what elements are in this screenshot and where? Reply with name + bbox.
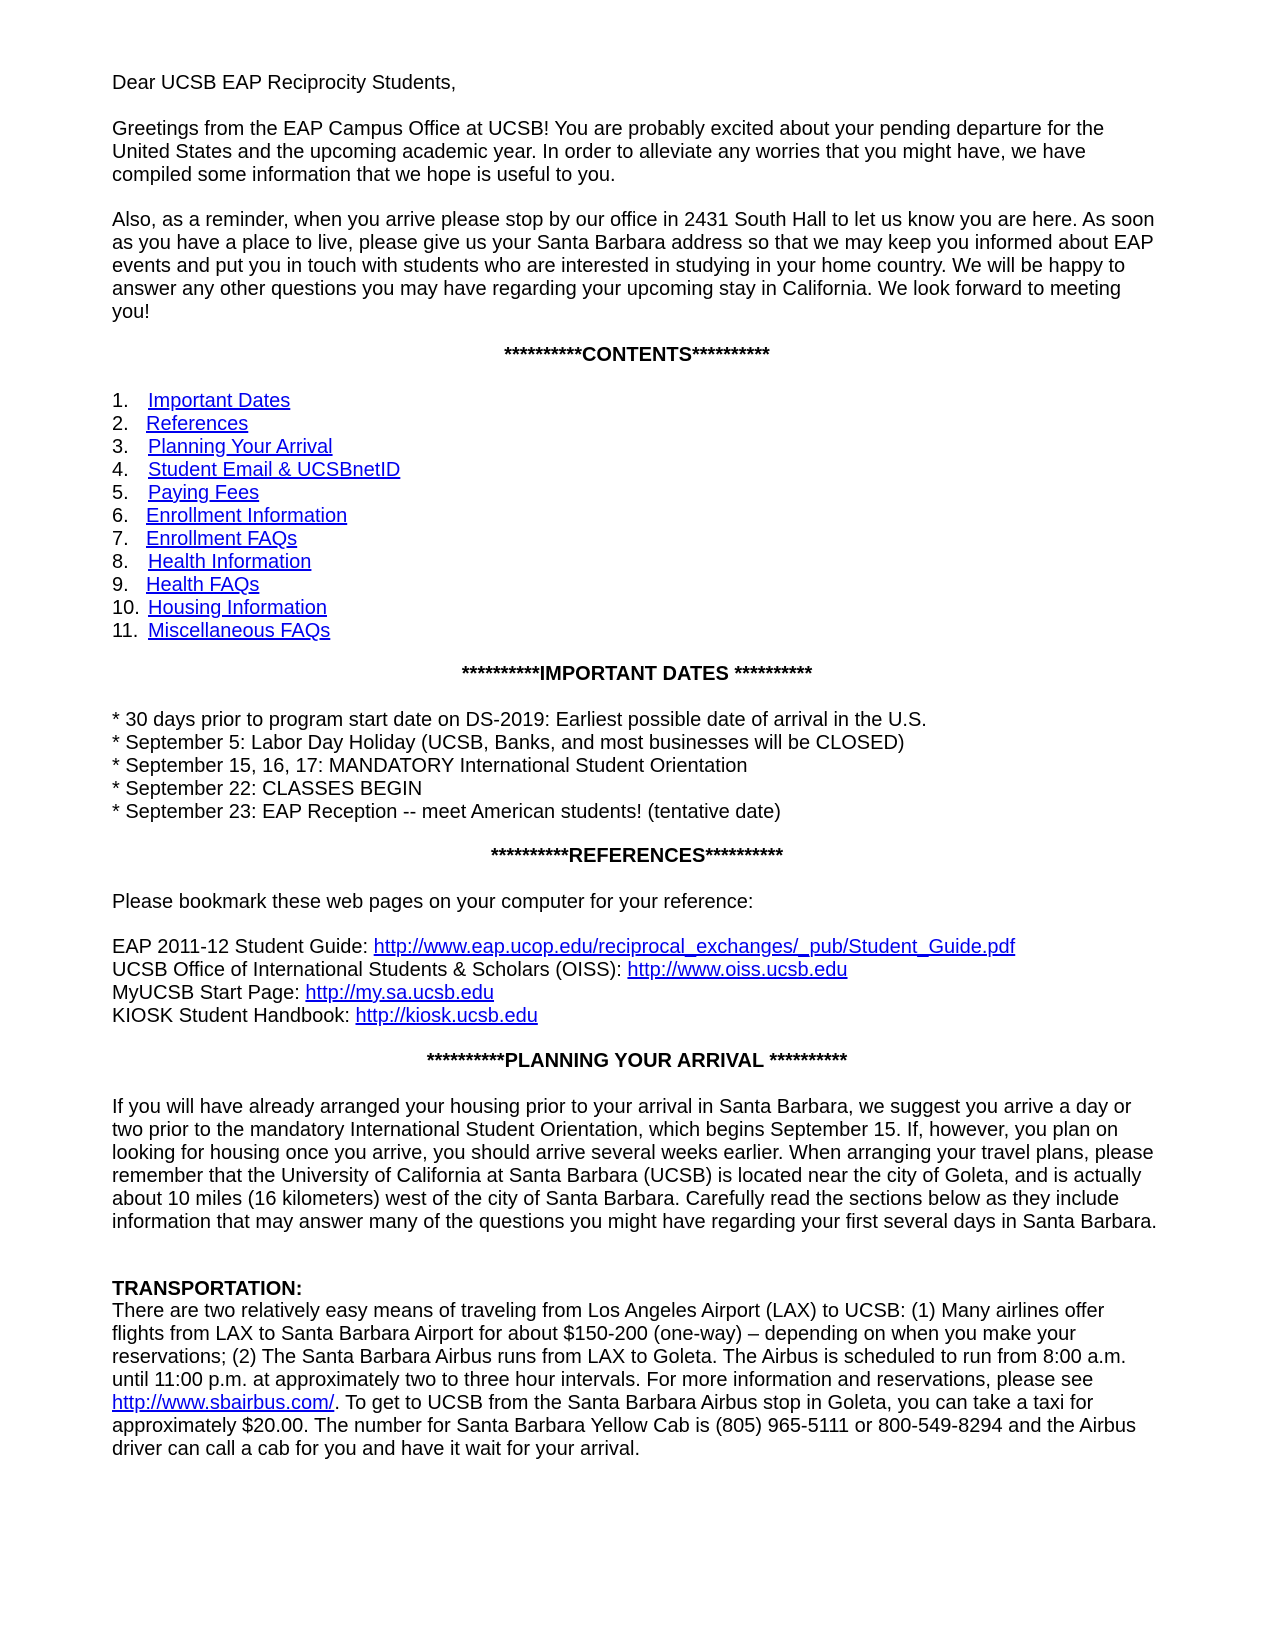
references-intro: Please bookmark these web pages on your computer for your reference: — [112, 891, 754, 913]
toc-number: 9. — [112, 574, 129, 596]
student-guide-link[interactable]: http://www.eap.ucop.edu/reciprocal_exchanges/_pub/Student_Guide.pdf — [373, 936, 1016, 958]
toc-number: 5. — [112, 482, 129, 504]
reference-item — [112, 959, 1162, 982]
planning-heading: **********PLANNING YOUR ARRIVAL ********** — [426, 1050, 848, 1072]
toc-link-important-dates[interactable]: Important Dates — [148, 390, 291, 412]
date-item: * 30 days prior to program start date on DS-2019: Earliest possible date of arrival in the U.S. — [112, 709, 927, 731]
reference-label: MyUCSB Start Page: — [112, 982, 306, 1004]
important-dates-heading: **********IMPORTANT DATES ********** — [461, 663, 813, 685]
toc-number: 4. — [112, 459, 129, 481]
reminder-paragraph: Also, as a reminder, when you arrive please stop by our office in 2431 South Hall to let us know you are here. As soon as you have a place to live, please give us your Santa Barbara address so that we may keep you informed about EAP events and put you in touch with students who are interested in studying in your home country. We will be happy to answer any other questions you may have regarding your upcoming stay in California. We look forward to meeting you! — [112, 209, 1155, 323]
toc-item — [112, 574, 1162, 597]
references-list — [112, 936, 1162, 1028]
toc-link-miscellaneous-faqs[interactable]: Miscellaneous FAQs — [148, 620, 331, 642]
contents-heading: **********CONTENTS********** — [504, 344, 770, 366]
toc-item — [112, 459, 1162, 482]
toc-item — [112, 620, 1162, 643]
toc-number: 1. — [112, 390, 129, 412]
toc-item — [112, 597, 1162, 620]
toc-item — [112, 528, 1162, 551]
transportation-text-continued: . To get to UCSB from the Santa Barbara Airbus stop in Goleta, you can take a taxi for approximately $20.00. The number for Santa Barbara Yellow Cab is (805) 965-5111 or 800-549-8294 and the Airbus driver can call a cab for you and have it wait for your arrival. — [112, 1392, 1136, 1460]
toc-number: 2. — [112, 413, 129, 435]
transportation-text: There are two relatively easy means of traveling from Los Angeles Airport (LAX) to UCSB: (1) Many airlines offer flights from LAX to Santa Barbara Airport for about $150-200 (one-way) – depending on when you make your reservations; (2) The Santa Barbara Airbus runs from LAX to Goleta. The Airbus is scheduled to run from 8:00 a.m. until 11:00 p.m. at approximately two to three hour intervals. For more information and reservations, please see — [112, 1300, 1127, 1391]
toc-link-references[interactable]: References — [146, 413, 249, 435]
toc-item — [112, 505, 1162, 528]
reference-item — [112, 1005, 1162, 1028]
planning-paragraph: If you will have already arranged your housing prior to your arrival in Santa Barbara, we suggest you arrive a day or two prior to the mandatory International Student Orientation, which begins September 15. If, however, you plan on looking for housing once you arrive, you should arrive several weeks earlier. When arranging your travel plans, please remember that the University of California at Santa Barbara (UCSB) is located near the city of Goleta, and is actually about 10 miles (16 kilometers) west of the city of Santa Barbara. Carefully read the sections below as they include information that may answer many of the questions you might have regarding your first several days in Santa Barbara. — [112, 1096, 1157, 1233]
reference-item — [112, 982, 1162, 1005]
toc-number: 11. — [112, 620, 139, 642]
toc-item — [112, 482, 1162, 505]
date-item: * September 5: Labor Day Holiday (UCSB, Banks, and most businesses will be CLOSED) — [112, 732, 905, 754]
toc-item — [112, 390, 1162, 413]
kiosk-link[interactable]: http://kiosk.ucsb.edu — [355, 1005, 538, 1027]
reference-label: KIOSK Student Handbook: — [112, 1005, 356, 1027]
toc-link-health-information[interactable]: Health Information — [148, 551, 312, 573]
reference-label: UCSB Office of International Students & Scholars (OISS): — [112, 959, 628, 981]
toc-number: 10. — [112, 597, 140, 619]
date-item: * September 22: CLASSES BEGIN — [112, 778, 423, 800]
reference-item — [112, 936, 1162, 959]
date-item: * September 23: EAP Reception -- meet American students! (tentative date) — [112, 801, 781, 823]
transportation-heading: TRANSPORTATION: — [112, 1278, 303, 1300]
toc-link-student-email[interactable]: Student Email & UCSBnetID — [148, 459, 401, 481]
reference-label: EAP 2011-12 Student Guide: — [112, 936, 374, 958]
toc-link-enrollment-faqs[interactable]: Enrollment FAQs — [146, 528, 298, 550]
myucsb-link[interactable]: http://my.sa.ucsb.edu — [305, 982, 495, 1004]
date-item: * September 15, 16, 17: MANDATORY International Student Orientation — [112, 755, 748, 777]
references-heading: **********REFERENCES********** — [490, 845, 784, 867]
toc-item — [112, 436, 1162, 459]
contents-list — [112, 390, 1162, 643]
toc-item — [112, 413, 1162, 436]
sbairbus-link[interactable]: http://www.sbairbus.com/ — [112, 1392, 335, 1414]
toc-link-paying-fees[interactable]: Paying Fees — [148, 482, 260, 504]
toc-link-planning-your-arrival[interactable]: Planning Your Arrival — [148, 436, 333, 458]
toc-number: 6. — [112, 505, 129, 527]
toc-number: 3. — [112, 436, 129, 458]
greeting: Dear UCSB EAP Reciprocity Students, — [112, 72, 457, 94]
toc-number: 7. — [112, 528, 129, 550]
oiss-link[interactable]: http://www.oiss.ucsb.edu — [627, 959, 848, 981]
toc-item — [112, 551, 1162, 574]
toc-link-housing-information[interactable]: Housing Information — [148, 597, 327, 619]
important-dates-list — [112, 709, 1162, 824]
toc-link-enrollment-information[interactable]: Enrollment Information — [146, 505, 348, 527]
transportation-paragraph — [112, 1300, 1162, 1461]
toc-number: 8. — [112, 551, 129, 573]
toc-link-health-faqs[interactable]: Health FAQs — [146, 574, 260, 596]
intro-paragraph: Greetings from the EAP Campus Office at UCSB! You are probably excited about your pending departure for the United States and the upcoming academic year. In order to alleviate any worries that you might have, we have compiled some information that we hope is useful to you. — [112, 118, 1105, 186]
